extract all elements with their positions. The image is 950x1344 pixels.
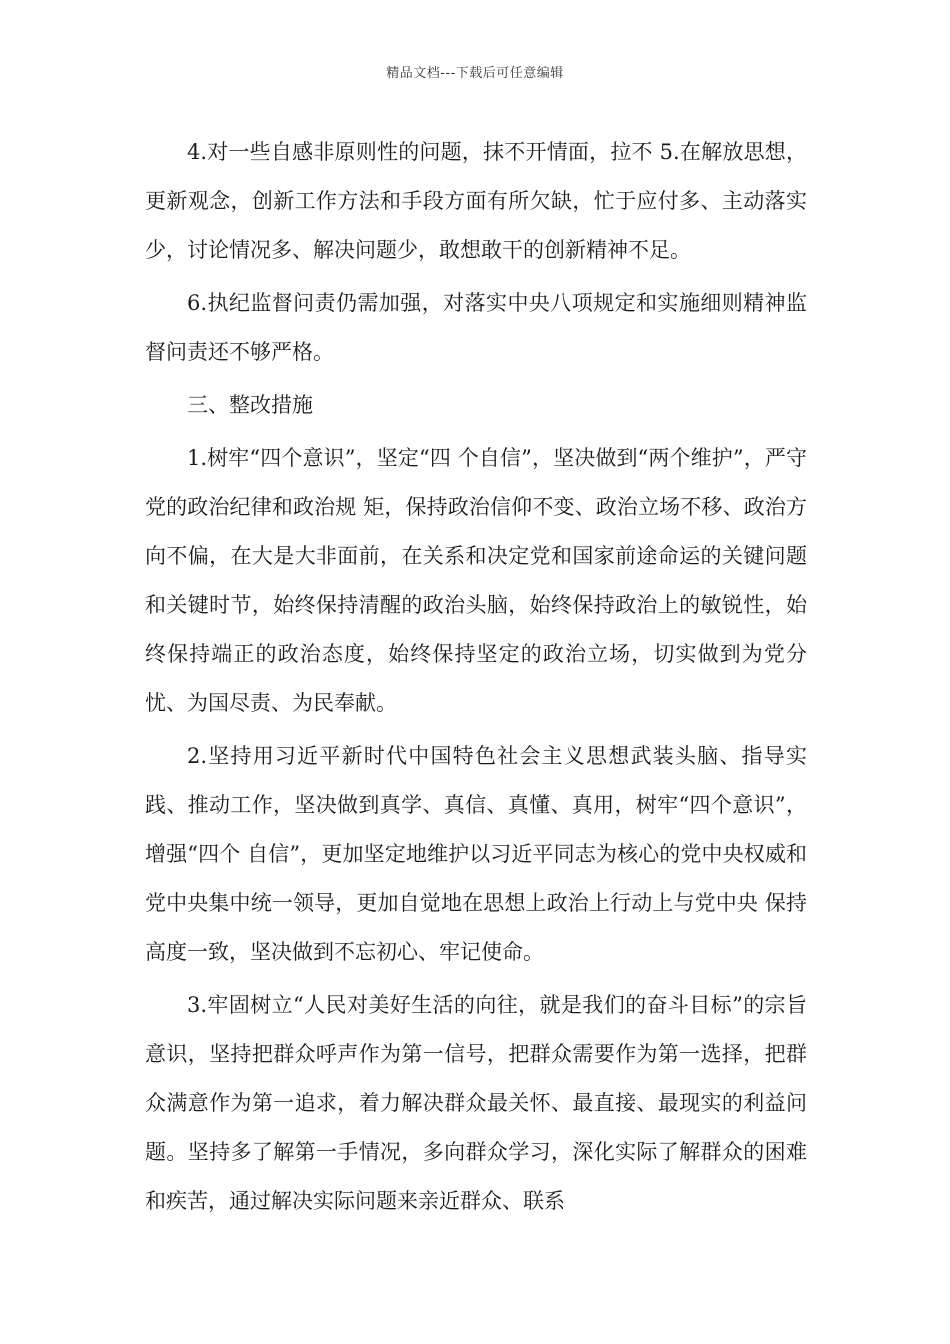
paragraph-item-6: 6.执纪监督问责仍需加强，对落实中央八项规定和实施细则精神监督问责还不够严格。: [145, 291, 807, 364]
paragraph-measure-2: 2.坚持用习近平新时代中国特色社会主义思想武装头脑、指导实践、推动工作，坚决做到真学、真信、真懂、真用，树牢“四个意识”，增强“四个 自信”，更加坚定地维护以习近平同志为核心的党中央权威和党中央集中统一领导，更加自觉地在思想上政治上行动上与党中央 保持高度一致，坚决做到不忘初心、牢记使命。: [145, 744, 807, 964]
paragraph-measure-1: 1.树牢“四个意识”，坚定“四 个自信”，坚决做到“两个维护”，严守党的政治纪律和政治规 矩，保持政治信仰不变、政治立场不移、政治方向不偏，在大是大非面前，在关系和决定党和国家前途命运的关键问题和关键时节，始终保持清醒的政治头脑，始终保持政治上的敏锐性，始终保持端正的政治态度，始终保持坚定的政治立场，切实做到为党分忧、为国尽责、为民奉献。: [145, 446, 807, 715]
document-body: [145, 128, 807, 1230]
paragraph-item-4-5: 4.对一些自感非原则性的问题，抹不开情面，拉不 5.在解放思想，更新观念，创新工作方法和手段方面有所欠缺，忙于应付多、主动落实少，讨论情况多、解决问题少，敢想敢干的创新精神不足。: [145, 140, 807, 262]
section-heading-rectification: 三、整改措施: [187, 393, 313, 417]
page-header: 精品文档---下载后可任意编辑: [386, 66, 564, 81]
paragraph-measure-3: 3.牢固树立“人民对美好生活的向往，就是我们的奋斗目标”的宗旨意识，坚持把群众呼声作为第一信号，把群众需要作为第一选择，把群众满意作为第一追求，着力解决群众最关怀、最直接、最现实的利益问题。坚持多了解第一手情况，多向群众学习，深化实际了解群众的困难和疾苦，通过解决实际问题来亲近群众、联系: [145, 993, 807, 1213]
